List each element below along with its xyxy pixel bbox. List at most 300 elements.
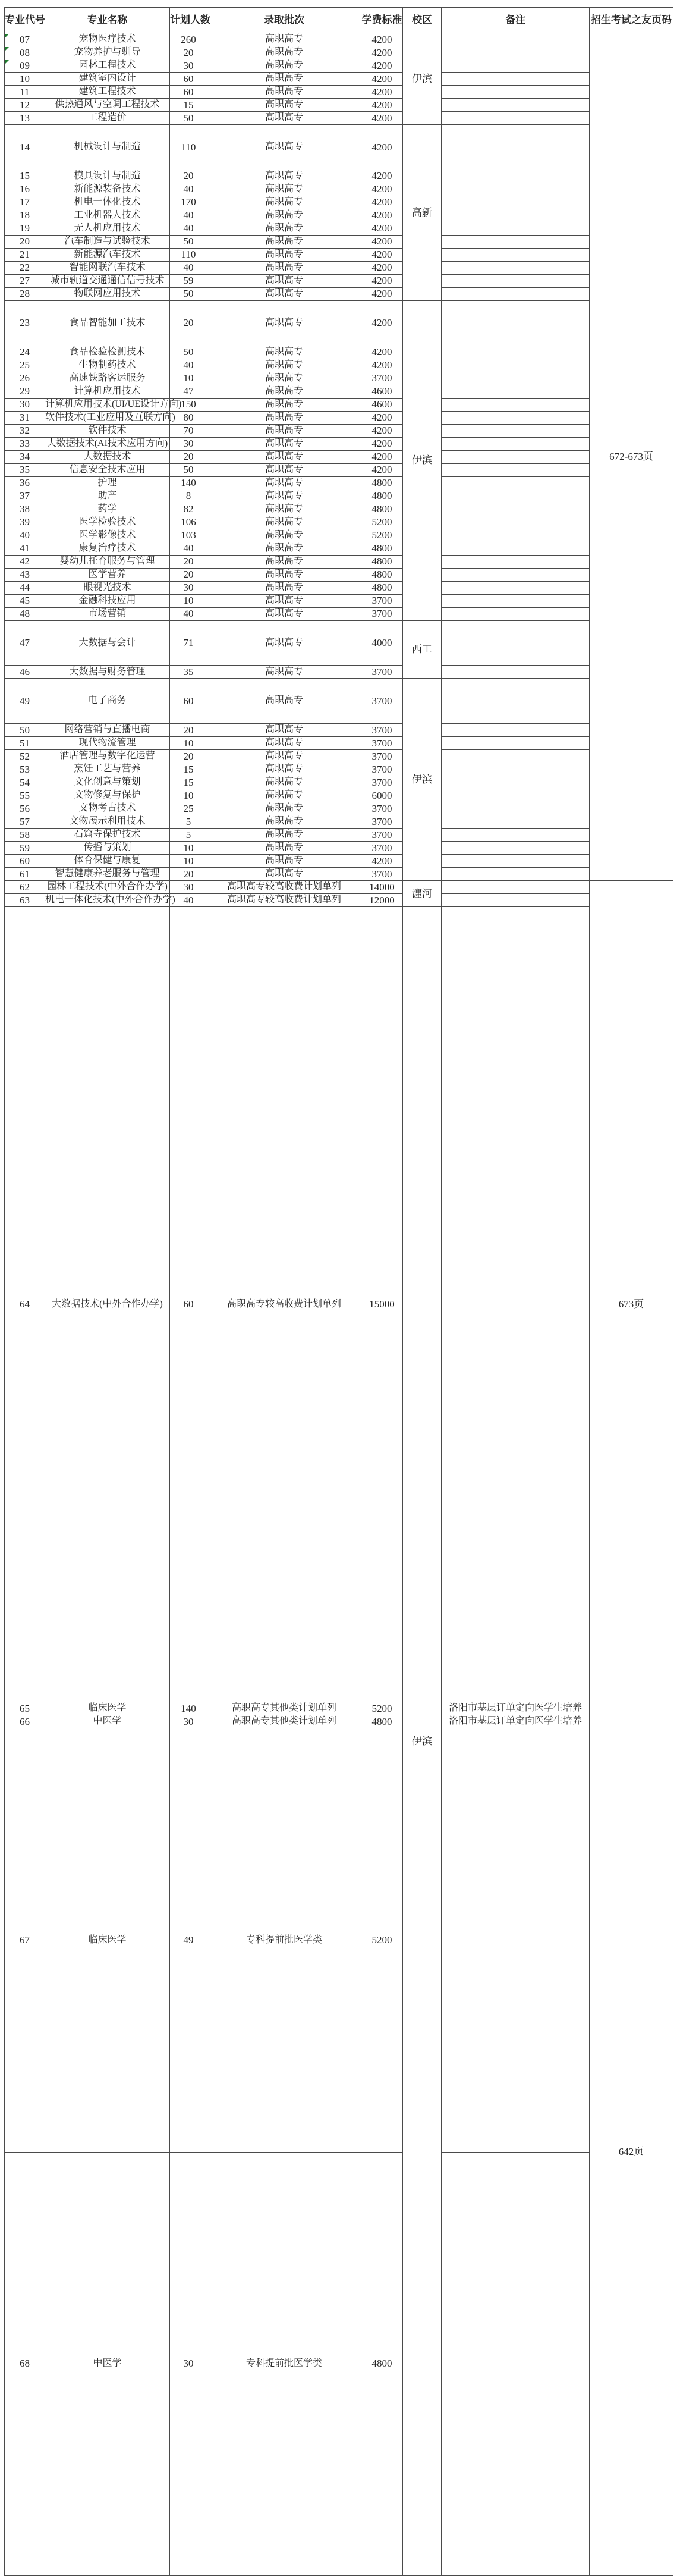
cell-admission-batch: 高职高专较高收费计划单列 — [207, 894, 361, 907]
cell-major-name: 无人机应用技术 — [45, 222, 170, 235]
cell-admission-batch: 高职高专 — [207, 476, 361, 490]
cell-planned-count: 80 — [170, 411, 207, 424]
cell-major-name: 供热通风与空调工程技术 — [45, 99, 170, 112]
cell-campus: 伊滨 — [403, 300, 442, 620]
table-row — [5, 2152, 673, 2576]
cell-major-name: 工业机器人技术 — [45, 209, 170, 222]
table-row — [5, 542, 673, 555]
cell-note — [442, 594, 590, 607]
cell-corner-marker-icon — [5, 34, 9, 37]
cell-planned-count: 20 — [170, 568, 207, 581]
cell-planned-count: 20 — [170, 724, 207, 737]
cell-tuition-fee: 3700 — [361, 868, 403, 881]
cell-major-code — [5, 359, 45, 372]
cell-major-name: 酒店管理与数字化运营 — [45, 750, 170, 763]
cell-admission-batch: 高职高专 — [207, 802, 361, 815]
cell-note — [442, 300, 590, 346]
cell-major-code — [5, 59, 45, 73]
cell-note — [442, 196, 590, 209]
cell-major-code — [5, 907, 45, 1702]
cell-admission-batch: 高职高专其他类计划单列 — [207, 1702, 361, 1715]
table-row — [5, 235, 673, 248]
cell-note — [442, 450, 590, 463]
major-code-text: 12 — [20, 99, 30, 111]
major-code-text: 66 — [20, 1715, 30, 1727]
cell-major-code — [5, 222, 45, 235]
major-code-text: 17 — [20, 196, 30, 208]
cell-planned-count: 20 — [170, 555, 207, 568]
cell-admission-batch: 高职高专 — [207, 385, 361, 398]
cell-major-code — [5, 46, 45, 59]
cell-note — [442, 346, 590, 359]
cell-tuition-fee: 12000 — [361, 894, 403, 907]
cell-note — [442, 99, 590, 112]
major-code-text: 39 — [20, 516, 30, 528]
major-code-text: 34 — [20, 451, 30, 463]
cell-note — [442, 398, 590, 411]
cell-planned-count: 8 — [170, 490, 207, 503]
cell-tuition-fee: 4200 — [361, 300, 403, 346]
cell-planned-count: 50 — [170, 112, 207, 125]
cell-note — [442, 789, 590, 802]
cell-admission-batch: 高职高专 — [207, 776, 361, 789]
cell-tuition-fee: 4200 — [361, 125, 403, 170]
table-row — [5, 855, 673, 868]
cell-planned-count: 30 — [170, 437, 207, 450]
cell-tuition-fee: 4200 — [361, 59, 403, 73]
cell-planned-count: 10 — [170, 855, 207, 868]
column-header-code: 专业代号 — [5, 8, 45, 33]
major-code-text: 24 — [20, 346, 30, 358]
cell-major-name: 助产 — [45, 490, 170, 503]
cell-tuition-fee: 4200 — [361, 209, 403, 222]
major-code-text: 26 — [20, 372, 30, 384]
cell-tuition-fee: 4200 — [361, 437, 403, 450]
cell-note — [442, 73, 590, 86]
table-row — [5, 209, 673, 222]
cell-tuition-fee: 4600 — [361, 398, 403, 411]
cell-admission-batch: 高职高专 — [207, 86, 361, 99]
column-header-note: 备注 — [442, 8, 590, 33]
cell-campus: 高新 — [403, 125, 442, 301]
cell-planned-count: 15 — [170, 776, 207, 789]
cell-major-name: 眼视光技术 — [45, 581, 170, 594]
table-row — [5, 59, 673, 73]
cell-major-code — [5, 529, 45, 542]
cell-major-code — [5, 724, 45, 737]
table-row — [5, 503, 673, 516]
cell-tuition-fee: 5200 — [361, 1728, 403, 2153]
cell-admission-batch: 高职高专 — [207, 750, 361, 763]
cell-planned-count: 60 — [170, 73, 207, 86]
table-row — [5, 125, 673, 170]
cell-note — [442, 555, 590, 568]
cell-planned-count: 5 — [170, 829, 207, 842]
table-row — [5, 1702, 673, 1715]
cell-campus: 伊滨 — [403, 679, 442, 881]
cell-note — [442, 476, 590, 490]
cell-major-name: 医学检验技术 — [45, 516, 170, 529]
cell-planned-count: 20 — [170, 750, 207, 763]
major-code-text: 28 — [20, 288, 30, 300]
cell-major-name: 智能网联汽车技术 — [45, 261, 170, 274]
cell-planned-count: 150 — [170, 398, 207, 411]
cell-major-name: 机电一体化技术(中外合作办学) — [45, 894, 170, 907]
cell-major-code — [5, 581, 45, 594]
major-code-text: 44 — [20, 582, 30, 594]
major-code-text: 61 — [20, 868, 30, 880]
cell-admission-batch: 高职高专 — [207, 815, 361, 829]
cell-tuition-fee: 3700 — [361, 607, 403, 620]
cell-major-code — [5, 99, 45, 112]
major-code-text: 36 — [20, 477, 30, 489]
major-code-text: 09 — [20, 59, 30, 71]
cell-note — [442, 2152, 590, 2576]
cell-admission-batch: 高职高专 — [207, 450, 361, 463]
major-code-text: 13 — [20, 112, 30, 124]
cell-major-code — [5, 248, 45, 261]
cell-tuition-fee: 4200 — [361, 248, 403, 261]
table-row — [5, 73, 673, 86]
table-body — [5, 33, 673, 2576]
cell-tuition-fee: 4800 — [361, 581, 403, 594]
cell-admission-batch: 专科提前批医学类 — [207, 1728, 361, 2153]
major-code-text: 63 — [20, 894, 30, 906]
cell-major-name: 智慧健康养老服务与管理 — [45, 868, 170, 881]
cell-planned-count: 20 — [170, 450, 207, 463]
cell-note — [442, 1728, 590, 2153]
cell-planned-count: 140 — [170, 476, 207, 490]
cell-campus: 伊滨 — [403, 907, 442, 2576]
cell-planned-count: 10 — [170, 737, 207, 750]
cell-major-code — [5, 261, 45, 274]
cell-major-name: 生物制药技术 — [45, 359, 170, 372]
cell-major-name: 大数据技术 — [45, 450, 170, 463]
cell-note — [442, 222, 590, 235]
cell-tuition-fee: 5200 — [361, 1702, 403, 1715]
cell-campus: 瀍河 — [403, 881, 442, 907]
major-code-text: 15 — [20, 170, 30, 182]
cell-tuition-fee: 4800 — [361, 503, 403, 516]
cell-tuition-fee: 4200 — [361, 170, 403, 183]
cell-tuition-fee: 4200 — [361, 855, 403, 868]
cell-note — [442, 274, 590, 287]
table-row — [5, 581, 673, 594]
major-code-text: 67 — [20, 1934, 30, 1946]
cell-tuition-fee: 3700 — [361, 679, 403, 724]
cell-major-name: 市场营销 — [45, 607, 170, 620]
major-code-text: 37 — [20, 490, 30, 502]
cell-planned-count: 170 — [170, 196, 207, 209]
cell-major-code — [5, 398, 45, 411]
cell-planned-count: 103 — [170, 529, 207, 542]
cell-major-code — [5, 881, 45, 894]
cell-admission-batch: 高职高专 — [207, 398, 361, 411]
cell-planned-count: 40 — [170, 359, 207, 372]
cell-note — [442, 411, 590, 424]
cell-tuition-fee: 4200 — [361, 424, 403, 437]
cell-tuition-fee: 4200 — [361, 73, 403, 86]
cell-note — [442, 424, 590, 437]
cell-major-name: 计算机应用技术 — [45, 385, 170, 398]
cell-major-name: 医学影像技术 — [45, 529, 170, 542]
cell-major-code — [5, 815, 45, 829]
cell-major-code — [5, 372, 45, 385]
cell-campus: 伊滨 — [403, 33, 442, 125]
cell-note — [442, 59, 590, 73]
cell-note — [442, 359, 590, 372]
table-row — [5, 594, 673, 607]
cell-note — [442, 907, 590, 1702]
cell-tuition-fee: 4200 — [361, 274, 403, 287]
table-row — [5, 763, 673, 776]
cell-note — [442, 679, 590, 724]
cell-major-name: 烹饪工艺与营养 — [45, 763, 170, 776]
cell-major-name: 机电一体化技术 — [45, 196, 170, 209]
major-code-text: 22 — [20, 262, 30, 274]
table-row — [5, 894, 673, 907]
cell-note — [442, 607, 590, 620]
cell-planned-count: 30 — [170, 581, 207, 594]
cell-planned-count: 40 — [170, 209, 207, 222]
cell-note — [442, 620, 590, 666]
cell-admission-batch: 高职高专较高收费计划单列 — [207, 881, 361, 894]
cell-major-name: 体育保健与康复 — [45, 855, 170, 868]
cell-guide-page: 672-673页 — [590, 33, 673, 881]
table-row — [5, 222, 673, 235]
cell-note — [442, 881, 590, 894]
cell-tuition-fee: 4800 — [361, 2152, 403, 2576]
major-code-text: 62 — [20, 881, 30, 893]
major-code-text: 11 — [20, 86, 30, 98]
table-row — [5, 359, 673, 372]
cell-admission-batch: 高职高专 — [207, 261, 361, 274]
table-row — [5, 842, 673, 855]
cell-note — [442, 855, 590, 868]
cell-tuition-fee: 4800 — [361, 555, 403, 568]
major-code-text: 56 — [20, 802, 30, 814]
cell-admission-batch: 高职高专 — [207, 287, 361, 300]
cell-major-code — [5, 125, 45, 170]
cell-major-code — [5, 385, 45, 398]
cell-major-name: 大数据技术(中外合作办学) — [45, 907, 170, 1702]
cell-major-name: 传播与策划 — [45, 842, 170, 855]
cell-major-code — [5, 235, 45, 248]
cell-admission-batch: 高职高专其他类计划单列 — [207, 1715, 361, 1728]
major-code-text: 27 — [20, 275, 30, 287]
cell-note — [442, 894, 590, 907]
cell-major-name: 模具设计与制造 — [45, 170, 170, 183]
cell-major-name: 大数据技术(AI技术应用方向) — [45, 437, 170, 450]
cell-major-name: 新能源汽车技术 — [45, 248, 170, 261]
cell-major-name: 食品检验检测技术 — [45, 346, 170, 359]
cell-major-code — [5, 300, 45, 346]
cell-major-code — [5, 763, 45, 776]
cell-planned-count: 70 — [170, 424, 207, 437]
major-code-text: 49 — [20, 695, 30, 707]
cell-major-code — [5, 112, 45, 125]
cell-major-code — [5, 209, 45, 222]
cell-note — [442, 463, 590, 476]
cell-planned-count: 50 — [170, 346, 207, 359]
cell-admission-batch: 高职高专 — [207, 568, 361, 581]
major-code-text: 20 — [20, 236, 30, 247]
cell-major-code — [5, 183, 45, 196]
cell-admission-batch: 高职高专 — [207, 763, 361, 776]
cell-major-code — [5, 437, 45, 450]
table-row — [5, 607, 673, 620]
table-row — [5, 881, 673, 894]
table-row — [5, 112, 673, 125]
cell-admission-batch: 高职高专 — [207, 359, 361, 372]
cell-planned-count: 40 — [170, 607, 207, 620]
major-code-text: 16 — [20, 183, 30, 195]
major-code-text: 57 — [20, 815, 30, 827]
cell-admission-batch: 高职高专 — [207, 183, 361, 196]
cell-planned-count: 40 — [170, 183, 207, 196]
table-row — [5, 261, 673, 274]
major-code-text: 45 — [20, 595, 30, 607]
cell-note — [442, 33, 590, 46]
cell-major-name: 康复治疗技术 — [45, 542, 170, 555]
cell-tuition-fee: 4200 — [361, 261, 403, 274]
cell-major-code — [5, 1702, 45, 1715]
cell-planned-count: 10 — [170, 842, 207, 855]
cell-note — [442, 581, 590, 594]
column-header-name: 专业名称 — [45, 8, 170, 33]
cell-major-code — [5, 86, 45, 99]
table-row — [5, 1728, 673, 2153]
table-row — [5, 815, 673, 829]
cell-admission-batch: 高职高专 — [207, 724, 361, 737]
cell-planned-count: 260 — [170, 33, 207, 46]
cell-major-name: 宠物医疗技术 — [45, 33, 170, 46]
cell-admission-batch: 高职高专 — [207, 248, 361, 261]
cell-major-code — [5, 503, 45, 516]
table-row — [5, 463, 673, 476]
cell-note — [442, 842, 590, 855]
cell-admission-batch: 高职高专 — [207, 607, 361, 620]
cell-tuition-fee: 3700 — [361, 829, 403, 842]
cell-tuition-fee: 3700 — [361, 750, 403, 763]
cell-tuition-fee: 4200 — [361, 287, 403, 300]
cell-major-code — [5, 73, 45, 86]
cell-major-name: 物联网应用技术 — [45, 287, 170, 300]
cell-major-name: 食品智能加工技术 — [45, 300, 170, 346]
table-row — [5, 476, 673, 490]
cell-tuition-fee: 4200 — [361, 346, 403, 359]
cell-major-name: 园林工程技术(中外合作办学) — [45, 881, 170, 894]
cell-admission-batch: 高职高专 — [207, 300, 361, 346]
cell-major-name: 电子商务 — [45, 679, 170, 724]
cell-tuition-fee: 4000 — [361, 620, 403, 666]
table-row — [5, 1715, 673, 1728]
cell-planned-count: 60 — [170, 86, 207, 99]
cell-planned-count: 20 — [170, 170, 207, 183]
cell-admission-batch: 高职高专 — [207, 555, 361, 568]
major-code-text: 32 — [20, 425, 30, 437]
cell-major-name: 金融科技应用 — [45, 594, 170, 607]
cell-planned-count: 30 — [170, 59, 207, 73]
cell-note — [442, 763, 590, 776]
cell-tuition-fee: 14000 — [361, 881, 403, 894]
cell-planned-count: 50 — [170, 463, 207, 476]
major-code-text: 54 — [20, 776, 30, 788]
cell-admission-batch: 高职高专 — [207, 516, 361, 529]
cell-major-name: 信息安全技术应用 — [45, 463, 170, 476]
cell-major-name: 工程造价 — [45, 112, 170, 125]
cell-major-name: 文物考古技术 — [45, 802, 170, 815]
cell-major-name: 园林工程技术 — [45, 59, 170, 73]
cell-major-code — [5, 868, 45, 881]
cell-note — [442, 170, 590, 183]
cell-admission-batch: 高职高专 — [207, 196, 361, 209]
cell-major-code — [5, 620, 45, 666]
cell-major-code — [5, 170, 45, 183]
cell-planned-count: 30 — [170, 2152, 207, 2576]
column-header-count: 计划人数 — [170, 8, 207, 33]
cell-tuition-fee: 4200 — [361, 450, 403, 463]
cell-major-name: 计算机应用技术(UI/UE设计方向) — [45, 398, 170, 411]
cell-admission-batch: 高职高专 — [207, 855, 361, 868]
cell-note — [442, 868, 590, 881]
cell-major-name: 新能源装备技术 — [45, 183, 170, 196]
cell-admission-batch: 高职高专 — [207, 73, 361, 86]
cell-major-code — [5, 607, 45, 620]
cell-tuition-fee: 4200 — [361, 33, 403, 46]
table-row — [5, 46, 673, 59]
cell-tuition-fee: 4800 — [361, 568, 403, 581]
cell-planned-count: 40 — [170, 261, 207, 274]
table-row — [5, 248, 673, 261]
table-row — [5, 411, 673, 424]
cell-note — [442, 829, 590, 842]
cell-admission-batch: 高职高专 — [207, 33, 361, 46]
cell-corner-marker-icon — [5, 60, 9, 64]
cell-admission-batch: 高职高专 — [207, 222, 361, 235]
cell-tuition-fee: 4200 — [361, 183, 403, 196]
cell-note — [442, 737, 590, 750]
cell-major-code — [5, 542, 45, 555]
table-row — [5, 450, 673, 463]
major-code-text: 68 — [20, 2358, 30, 2370]
cell-note: 洛阳市基层订单定向医学生培养 — [442, 1715, 590, 1728]
cell-tuition-fee: 4200 — [361, 99, 403, 112]
major-code-text: 48 — [20, 608, 30, 620]
cell-note — [442, 112, 590, 125]
major-code-text: 53 — [20, 763, 30, 775]
cell-admission-batch: 高职高专 — [207, 542, 361, 555]
cell-note — [442, 776, 590, 789]
cell-planned-count: 59 — [170, 274, 207, 287]
cell-major-code — [5, 750, 45, 763]
cell-major-code — [5, 274, 45, 287]
cell-major-code — [5, 842, 45, 855]
cell-admission-batch: 高职高专 — [207, 679, 361, 724]
cell-tuition-fee: 4200 — [361, 196, 403, 209]
cell-major-name: 中医学 — [45, 1715, 170, 1728]
table-row — [5, 170, 673, 183]
cell-note — [442, 802, 590, 815]
cell-major-name: 石窟寺保护技术 — [45, 829, 170, 842]
table-row — [5, 620, 673, 666]
cell-admission-batch: 高职高专 — [207, 868, 361, 881]
cell-note — [442, 815, 590, 829]
cell-admission-batch: 高职高专 — [207, 112, 361, 125]
major-code-text: 51 — [20, 737, 30, 749]
cell-admission-batch: 高职高专 — [207, 737, 361, 750]
cell-guide-page: 642页 — [590, 1728, 673, 2576]
